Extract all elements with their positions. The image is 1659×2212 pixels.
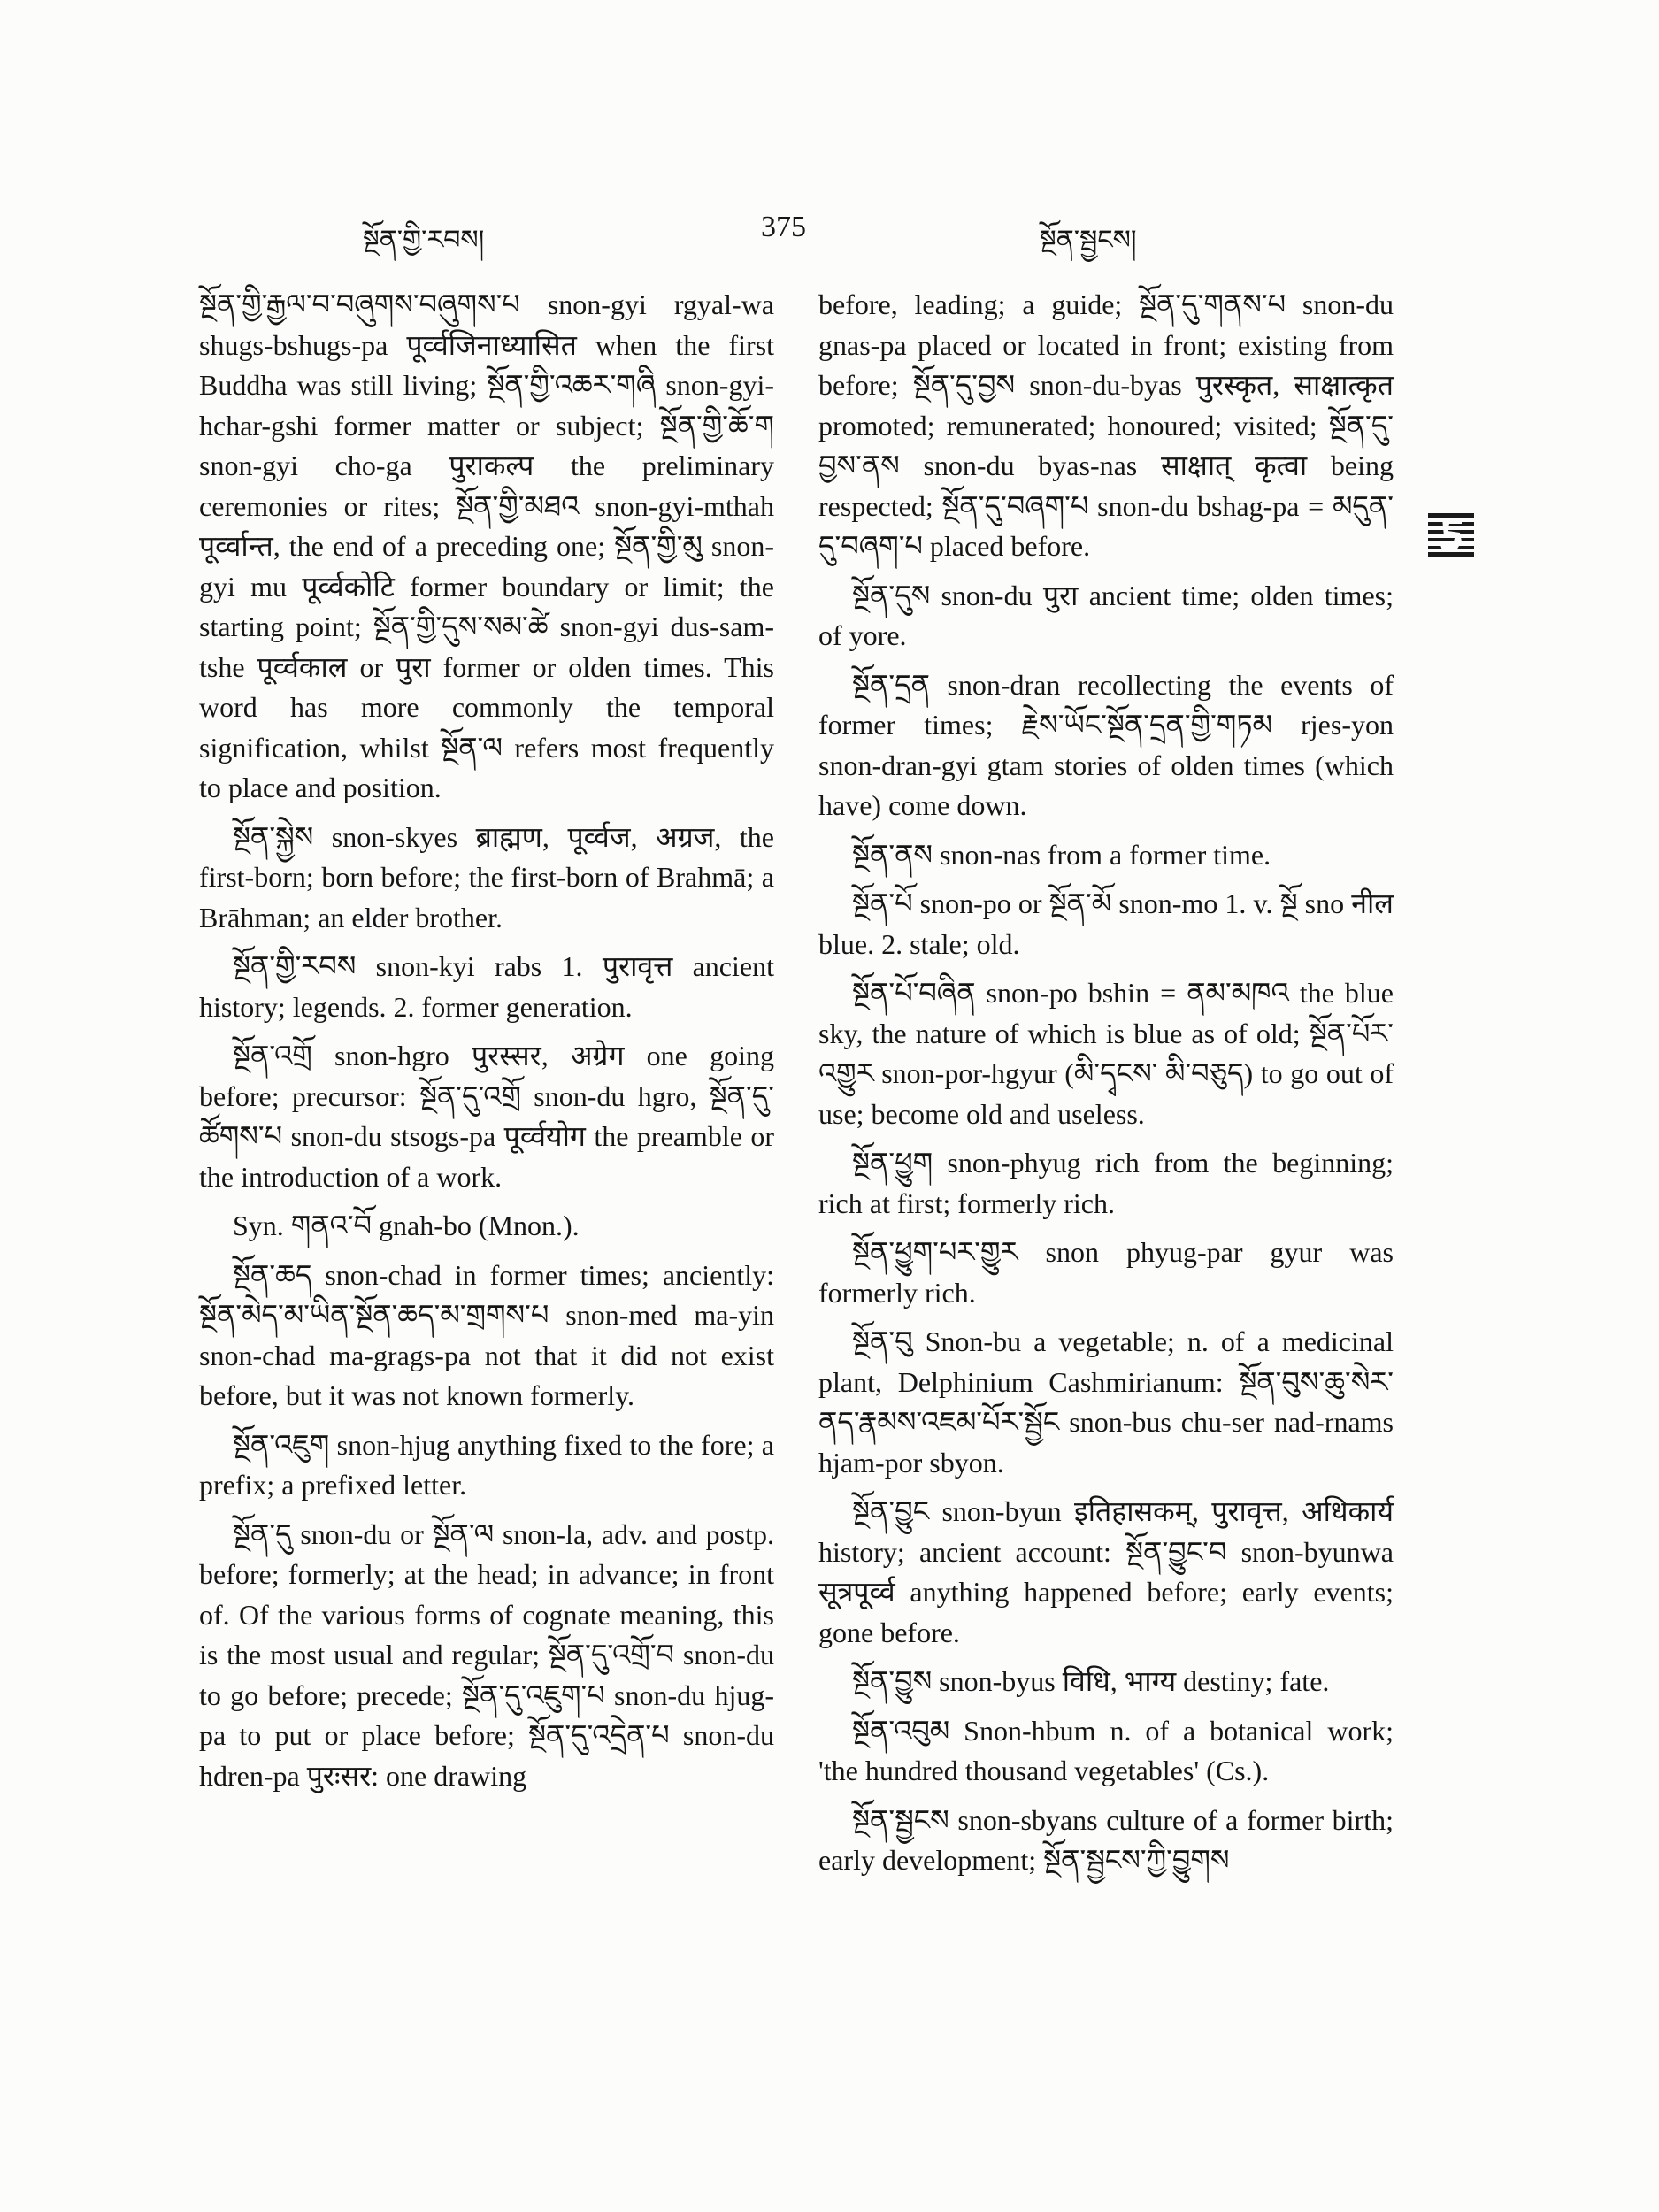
entry-paragraph: སྔོན་འཇུག snon-hjug anything fixed to the fore; a prefix; a prefixed letter. [199, 1428, 774, 1501]
entry-paragraph: སྔོན་སྐྱེས snon-skyes ब्राह्मण, पूर्व्वज, अग्रज, the first-born; born before; the first-born of Brahmā; a Brāhman; an elder brother. [199, 820, 774, 933]
thumb-index-tab [1426, 511, 1476, 557]
entry-paragraph: སྔོན་དུ snon-du or སྔོན་ལ snon-la, adv. and postp. before; formerly; at the head; in advance; in front of. Of the various forms of cognate meaning, this is the most usual and regular; སྔོན་དུ་འགྲོ་བ snon-du to go before; precede; སྔོན་དུ་འཇུག་པ snon-du hjug-pa to put or place before; སྔོན་དུ་འདྲེན་པ snon-du hdren-pa पुरःसर: one drawing [199, 1517, 774, 1792]
entry-paragraph: སྔོན་གྱི་རབས snon-kyi rabs 1. पुरावृत्त ancient history; legends. 2. former generation. [199, 950, 774, 1023]
entry-paragraph: Syn. གནའ་བོ gnah-bo (Mnon.). [233, 1210, 580, 1241]
entry-paragraph: སྔོན་གྱི་རྒྱལ་བ་བཞུགས་བཞུགས་པ snon-gyi rgyal-wa shugs-bshugs-pa पूर्व्वजिनाध्यासित when the first Buddha was still living; སྔོན་གྱི་འཆར་གཞི snon-gyi-hchar-gshi former matter or subject; སྔོན་གྱི་ཆོ་ག snon-gyi cho-ga पुराकल्प the preliminary ceremonies or rites; སྔོན་གྱི་མཐའ snon-gyi-mthah पूर्व्वान्त, the end of a preceding one; སྔོན་གྱི་མུ snon-gyi mu पूर्व्वकोटि former boundary or limit; the starting point; སྔོན་གྱི་དུས་སམ་ཚེ snon-gyi dus-sam-tshe पूर्व्वकाल or पुरा former or olden times. This word has more commonly the temporal signification, whilst སྔོན་ལ refers most frequently to place and position. [199, 288, 774, 803]
entry-paragraph: སྔོན་བྱུས snon-byus विधि, भाग्य destiny; fate. [852, 1665, 1330, 1697]
entry-paragraph: སྔོན་ཆད snon-chad in former times; anciently: སྔོན་མེད་མ་ཡིན་སྔོན་ཆད་མ་གྲགས་པ snon-med ma-yin snon-chad ma-grags-pa not that it did not exist before, but it was not known formerly. [199, 1258, 774, 1411]
entry-paragraph: སྔོན་སྦྱངས snon-sbyans culture of a former birth; early development; སྔོན་སྦྱངས་ཀྱི་བྱུགས [818, 1803, 1394, 1876]
entry-paragraph: སྔོན་དུས snon-du पुरा ancient time; olden times; of yore. [818, 579, 1394, 651]
entry-paragraph: སྔོན་ནས snon-nas from a former time. [852, 838, 1271, 871]
entry-paragraph: before, leading; a guide; སྔོན་དུ་གནས་པ snon-du gnas-pa placed or located in front; existing from before; སྔོན་དུ་བྱས snon-du-byas पुरस्कृत, साक्षात्कृत promoted; remunerated; honoured; visited; སྔོན་དུ་བྱས་ནས snon-du byas-nas साक्षात् कृत्वा being respected; སྔོན་དུ་བཞག་པ snon-du bshag-pa = མདུན་དུ་བཞག་པ placed before. [818, 288, 1394, 562]
entry-paragraph: སྔོན་དྲན snon-dran recollecting the events of former times; རྗེས་ཡོང་སྔོན་དྲན་གྱི་གཏམ rjes-yon snon-dran-gyi gtam stories of olden times (which have) come down. [818, 668, 1394, 821]
running-head-left: སྔོན་གྱི་རབས། [363, 226, 485, 255]
page-number: 375 [761, 211, 806, 243]
entry-paragraph: སྔོན་འགྲོ snon-hgro पुरस्सर, अग्रेग one going before; precursor: སྔོན་དུ་འགྲོ snon-du hgro, སྔོན་དུ་ཚོགས་པ snon-du stsogs-pa पूर्व्वयोग the preamble or the introduction of a work. [199, 1040, 774, 1193]
left-column [199, 285, 774, 1805]
entry-paragraph: སྔོན་ཕྱུག snon-phyug rich from the beginning; rich at first; formerly rich. [818, 1147, 1394, 1219]
running-head-right: སྔོན་སྦྱངས། [1040, 226, 1137, 255]
entry-paragraph: སྔོན་འབུམ Snon-hbum n. of a botanical work; 'the hundred thousand vegetables' (Cs.). [818, 1714, 1394, 1786]
thumb-index-icon [1428, 513, 1474, 557]
entry-paragraph: སྔོན་ཕྱུག་པར་གྱུར snon phyug-par gyur was formerly rich. [818, 1236, 1394, 1309]
right-column [818, 285, 1394, 1890]
entry-paragraph: སྔོན་བྱུང snon-byun इतिहासकम्, पुरावृत्त, अधिकार्य history; ancient account: སྔོན་བྱུང་བ snon-byunwa सूत्रपूर्व्व anything happened before; early events; gone before. [818, 1495, 1394, 1648]
entry-paragraph: སྔོན་པོ snon-po or སྔོན་མོ snon-mo 1. v. སྔོ sno नील blue. 2. stale; old. [818, 887, 1394, 960]
entry-paragraph: སྔོན་བུ Snon-bu a vegetable; n. of a medicinal plant, Delphinium Cashmirianum: སྔོན་བུས་ཆུ་སེར་ནད་རྣམས་འཇམ་པོར་སྦྱོང snon-bus chu-ser nad-rnams hjam-por sbyon. [818, 1325, 1394, 1479]
entry-paragraph: སྔོན་པོ་བཞིན snon-po bshin = ནམ་མཁའ the blue sky, the nature of which is blue as of old; སྔོན་པོར་འགྱུར snon-por-hgyur (མི་དྭངས་ མི་བཅུད) to go out of use; become old and useless. [818, 977, 1394, 1130]
